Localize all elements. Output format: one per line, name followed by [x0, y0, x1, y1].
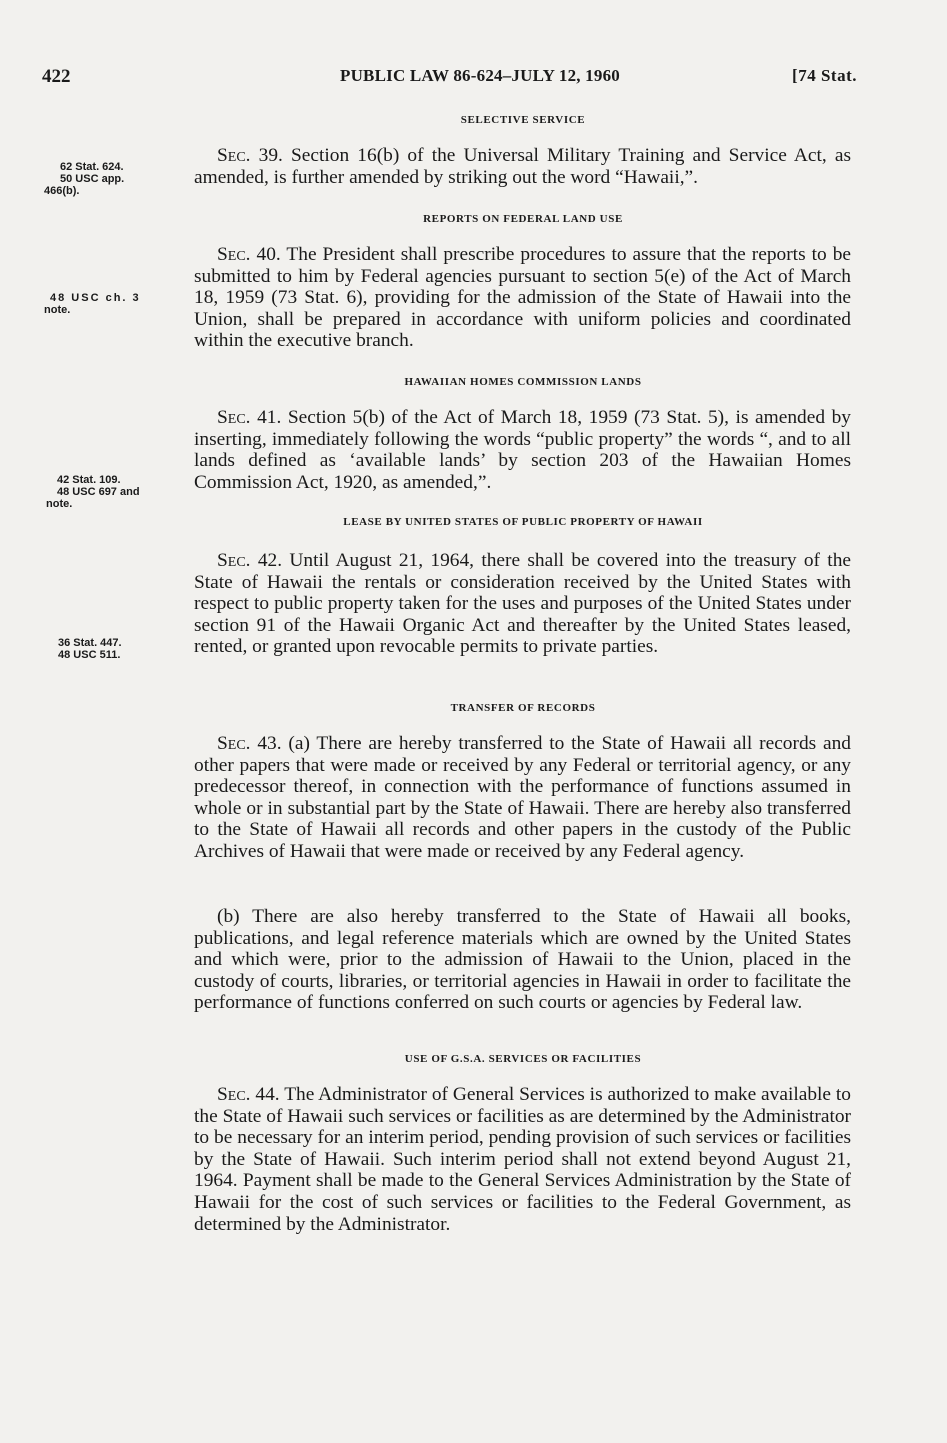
section-39-text: [194, 145, 851, 188]
section-39-label: Sec. 39.: [217, 145, 283, 166]
section-44-label: Sec. 44.: [217, 1084, 280, 1105]
section-40-heading: REPORTS ON FEDERAL LAND USE: [423, 213, 623, 225]
section-40-label: Sec. 40.: [217, 244, 281, 265]
margin-note-42-line2: 48 USC 511.: [58, 649, 121, 661]
section-43b-text: (b) There are also hereby transferred to the State of Hawaii all books, publications, and legal reference materials which are owned by the United States and which were, prior to the admission of Hawaii to the Union, placed in the custody of courts, libraries, or territorial agencies in Hawaii in order to facilitate the performance of functions conferred on such courts or agencies by Federal law.: [194, 906, 851, 1014]
margin-note-39: [44, 161, 125, 197]
section-40-body: The President shall prescribe procedures to assure that the reports to be submitted to him by Federal agencies pursuant to section 5(e) of the Act of March 18, 1959 (73 Stat. 6), providing for the admission of the State of Hawaii into the Union, shall be prepared in accordance with uniform policies and coordinated within the executive branch.: [194, 244, 851, 352]
section-39-body: Section 16(b) of the Universal Military Training and Service Act, as amended, is further amended by striking out the word “Hawaii,”.: [194, 145, 851, 188]
margin-note-41: [46, 474, 140, 510]
margin-note-39-line3: 466(b).: [44, 185, 80, 197]
section-42-text: [194, 550, 851, 658]
margin-note-40: [44, 292, 141, 316]
running-header: [42, 66, 857, 90]
section-39-heading: SELECTIVE SERVICE: [460, 114, 586, 126]
section-43a-body: (a) There are hereby transferred to the State of Hawaii all records and other papers that were made or received by any Federal or territorial agency, or any predecessor thereof, in connection with the performance of functions assumed in whole or in substantial part by the State of Hawaii. There are hereby also transferred to the State of Hawaii all records and other papers in the custody of the Public Archives of Hawaii that were made or received by any Federal agency.: [194, 733, 852, 862]
section-42-heading: LEASE BY UNITED STATES OF PUBLIC PROPERTY OF HAWAII: [343, 516, 703, 528]
section-41-heading: HAWAIIAN HOMES COMMISSION LANDS: [404, 376, 642, 388]
section-41-label: Sec. 41.: [217, 407, 282, 428]
margin-note-40-line1: 48 USC ch. 3: [50, 292, 141, 304]
section-43-label: Sec. 43.: [217, 733, 282, 754]
section-40-text: [194, 244, 851, 352]
section-44-heading: USE OF G.S.A. SERVICES OR FACILITIES: [404, 1053, 642, 1065]
section-42-label: Sec. 42.: [217, 550, 283, 571]
margin-note-41-line3: note.: [46, 498, 73, 510]
section-44-body: The Administrator of General Services is authorized to make available to the State of Hawaii such services or facilities as are determined by the Administrator to be necessary for an interim period, pending provision of such services or facilities by the State of Hawaii. Such interim period shall not extend beyond August 21, 1964. Payment shall be made to the General Services Administration by the State of Hawaii for the cost of such services or facilities to the Federal Government, as determined by the Administrator.: [194, 1084, 852, 1235]
section-41-body: Section 5(b) of the Act of March 18, 1959 (73 Stat. 5), is amended by inserting, immediately following the words “public property” the words “, and to all lands defined as ‘available lands’ by section 203 of the Hawaiian Homes Commission Act, 1920, as amended,”.: [194, 407, 851, 493]
section-43a-text: [194, 733, 851, 863]
margin-note-41-line1: 42 Stat. 109.: [57, 474, 121, 486]
section-44-text: [194, 1084, 851, 1235]
volume-reference: [74 Stat.: [792, 66, 857, 85]
margin-note-41-line2: 48 USC 697 and: [57, 486, 140, 498]
page-number: 422: [42, 66, 71, 87]
margin-note-39-line2: 50 USC app.: [60, 173, 125, 185]
margin-note-40-line2: note.: [44, 304, 71, 316]
section-43-heading: TRANSFER OF RECORDS: [450, 702, 596, 714]
margin-note-39-line1: 62 Stat. 624.: [60, 161, 124, 173]
margin-note-42-line1: 36 Stat. 447.: [58, 637, 122, 649]
section-41-text: [194, 407, 851, 493]
margin-note-42: [58, 637, 122, 661]
page-title: PUBLIC LAW 86-624–JULY 12, 1960: [340, 66, 620, 85]
section-42-body: Until August 21, 1964, there shall be covered into the treasury of the State of Hawaii the rentals or consideration received by the United States with respect to public property taken for the uses and purposes of the United States under section 91 of the Hawaii Organic Act and thereafter by the United States leased, rented, or granted upon revocable permits to private parties.: [194, 550, 852, 658]
